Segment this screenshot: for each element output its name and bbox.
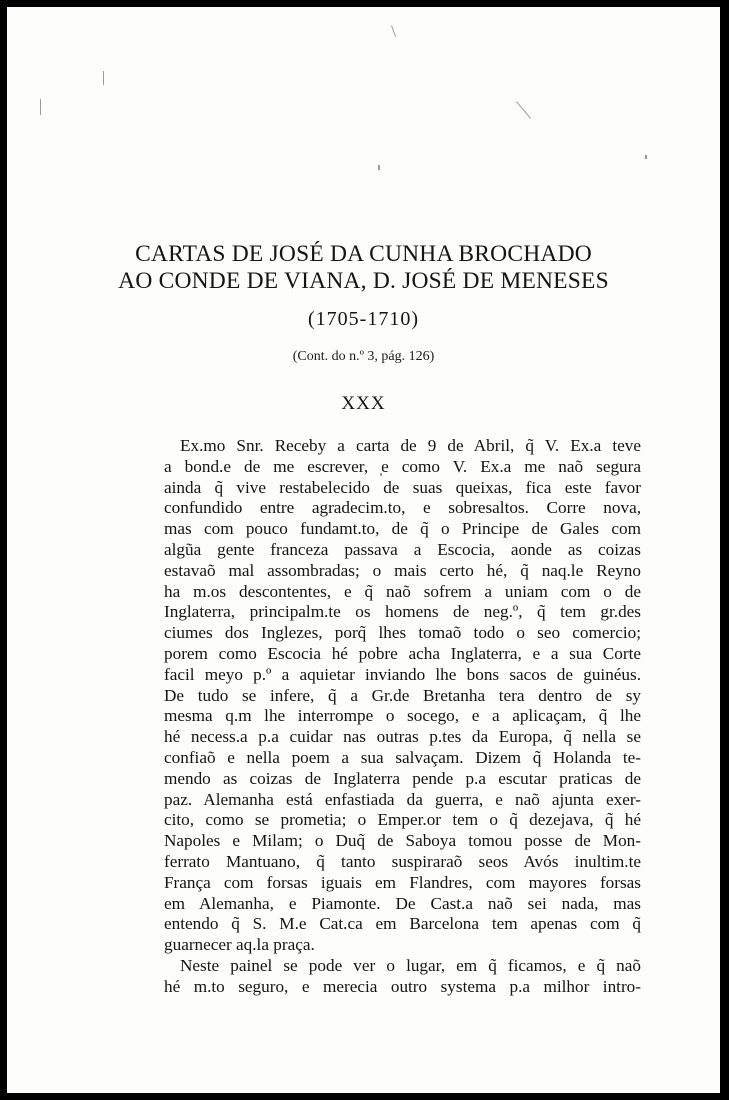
text-line: França com forsas iguais em Flandres, com mayores forsas [164,872,641,892]
scan-speck [103,71,104,85]
scan-speck [516,101,531,118]
text-line: porem como Escocia hé pobre acha Inglaterra, e a sua Corte [164,643,641,663]
text-line: mesma q.m lhe interrompe o socego, e a aplicaçam, q̃ lhe [164,706,641,726]
text-line: mas com pouco fundamt.to, de q̃ o Principe de Gales com [164,519,641,539]
text-line: entendo q̃ S. M.e Cat.ca em Barcelona tem apenas com q̃ [164,914,641,934]
text-line: estavaõ mal assombradas; o mais certo hé, q̃ naq.le Reyno [164,560,641,580]
text-line: cito, como se prometia; o Emper.or tem o q̃ dezejava, q̃ hé [164,810,641,830]
continuation-note: (Cont. do n.º 3, pág. 126) [292,349,435,364]
article-title-line-2: AO CONDE DE VIANA, D. JOSÉ DE MENESES [118,268,609,294]
date-range: (1705-1710) [308,308,419,330]
scan-speck [378,165,380,170]
text-line: guarnecer aq.la praça. [164,935,315,955]
scan-speck [645,155,647,159]
text-line: algũa gente franceza passava a Escocia, aonde as coizas [164,539,641,559]
scan-speck [40,99,41,115]
document-page [7,7,720,1093]
text-line: em Alemanha, e Piamonte. De Cast.a naõ sei nada, mas [164,893,641,913]
text-line: Neste painel se pode ver o lugar, em q̃ ficamos, e q̃ naõ [180,955,641,975]
text-line: confiaõ e nella poem a sua salvaçam. Dizem q̃ Holanda te- [164,747,641,767]
text-line: confundido entre agradecim.to, e sobresaltos. Corre nova, [164,498,641,518]
scan-speck [391,25,396,37]
text-line: ferrato Mantuano, q̃ tanto suspiraraõ seos Avós inultim.te [164,851,641,871]
text-line: Napoles e Milam; o Duq̃ de Saboya tomou posse de Mon- [164,831,641,851]
text-line: hé m.to seguro, e merecia outro systema p.a milhor intro- [164,976,641,996]
text-line: facil meyo p.º a aquietar inviando lhe bons sacos de guinéus. [164,664,641,684]
text-line: mendo as coizas de Inglaterra pende p.a escutar praticas de [164,768,641,788]
section-number: XXX [341,393,386,414]
text-line: ciumes dos Inglezes, porq̃ lhes tomaõ todo o seo comercio; [164,623,641,643]
text-line: hé necess.a p.a cuidar nas outras p.tes da Europa, q̃ nella se [164,727,641,747]
text-line: paz. Alemanha está enfastiada da guerra, e naõ ajunta exer- [164,789,641,809]
text-line: Inglaterra, principalm.te os homens de neg.º, q̃ tem gr.des [164,602,641,622]
text-line: a bond.e de me escrever, e como V. Ex.a me naõ segura [164,456,641,476]
text-line: De tudo se infere, q̃ a Gr.de Bretanha tera dentro de sy [164,685,641,705]
text-line: ha m.os descontentes, e q̃ naõ sofrem a uniam com o de [164,581,641,601]
article-title-line-1: CARTAS DE JOSÉ DA CUNHA BROCHADO [135,241,592,267]
text-line: ainda q̃ vive restabelecido de suas queixas, fica este favor [164,477,641,497]
text-line: Ex.mo Snr. Receby a carta de 9 de Abril, q̃ V. Ex.a teve [180,436,641,455]
letter-body [164,436,641,998]
